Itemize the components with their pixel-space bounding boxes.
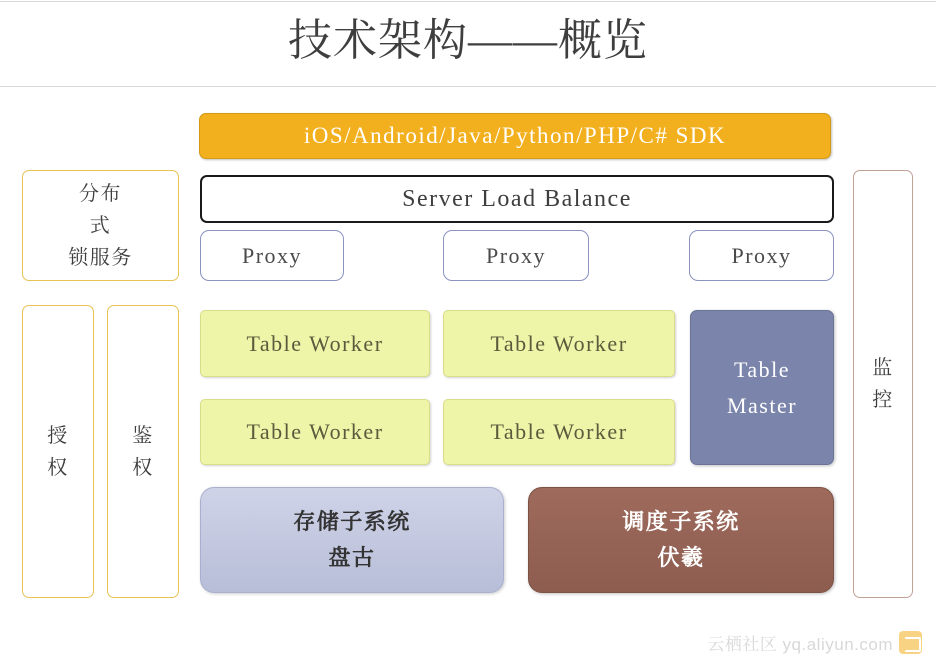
sdk-bar-label: iOS/Android/Java/Python/PHP/C# SDK — [303, 123, 727, 148]
table-worker-4 — [443, 399, 675, 465]
proxy-2-label: Proxy — [485, 242, 547, 268]
table-worker-4-label: Table Worker — [490, 419, 628, 444]
table-master-line-1: Table — [733, 356, 791, 382]
monitor-column — [853, 170, 913, 598]
storage-subsystem-line-2: 盘古 — [328, 545, 376, 570]
table-worker-3 — [200, 399, 430, 465]
lock-service-box — [22, 170, 179, 281]
title-divider-bottom — [0, 86, 936, 87]
proxy-3 — [689, 230, 834, 281]
proxy-1 — [200, 230, 344, 281]
lock-service-line-1: 分布 — [79, 182, 122, 205]
watermark-text: 云栖社区 yq.aliyun.com — [707, 635, 893, 654]
proxy-3-label: Proxy — [731, 242, 792, 268]
sdk-bar — [199, 113, 831, 159]
schedule-subsystem-line-1: 调度子系统 — [622, 509, 740, 534]
authentication-line-2: 权 — [132, 456, 154, 479]
table-worker-2 — [443, 310, 675, 377]
authentication-line-1: 鉴 — [132, 424, 154, 447]
schedule-subsystem — [528, 487, 834, 593]
storage-subsystem — [200, 487, 504, 593]
lock-service-line-2: 式 — [89, 214, 112, 237]
server-load-balance-label: Server Load Balance — [402, 185, 632, 212]
watermark — [707, 630, 922, 655]
lock-service-line-3: 锁服务 — [68, 246, 133, 269]
monitor-line-2: 控 — [872, 389, 894, 411]
page-title: 技术架构——概览 — [288, 16, 648, 65]
table-master-line-2: Master — [726, 392, 798, 418]
authentication-column — [107, 305, 179, 598]
storage-subsystem-line-1: 存储子系统 — [293, 509, 411, 534]
aliyun-logo-icon — [899, 631, 922, 654]
title-divider-top — [0, 1, 936, 2]
table-worker-2-label: Table Worker — [490, 330, 628, 356]
table-worker-1-label: Table Worker — [246, 330, 384, 356]
table-worker-1 — [200, 310, 430, 377]
schedule-subsystem-line-2: 伏羲 — [657, 545, 705, 570]
table-master — [690, 310, 834, 465]
proxy-1-label: Proxy — [241, 242, 303, 268]
proxy-2 — [443, 230, 589, 281]
table-worker-3-label: Table Worker — [246, 419, 384, 444]
authorization-line-2: 权 — [47, 456, 69, 479]
authorization-line-1: 授 — [47, 424, 69, 447]
authorization-column — [22, 305, 94, 598]
monitor-line-1: 监 — [872, 357, 894, 379]
server-load-balance — [200, 175, 834, 223]
